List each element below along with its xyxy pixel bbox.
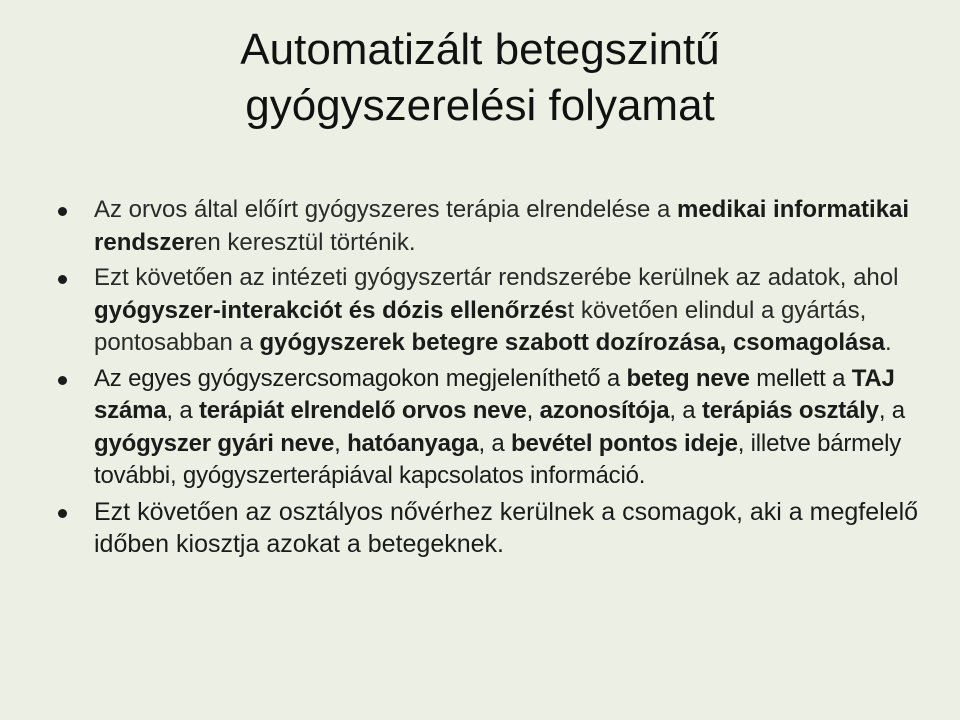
bullet-2-text-a: Ezt követően az intézeti gyógyszertár rendszerébe kerülnek az adatok, ahol [94, 264, 899, 291]
bullet-2-text-e: . [885, 329, 892, 356]
bullet-1-text-a: Az orvos által előírt gyógyszeres terápia elrendelése a [94, 196, 677, 223]
bullet-3-text-j: terápiás osztály [701, 397, 879, 424]
bullet-dot-icon [58, 509, 67, 518]
bullet-3-text-k: , a [878, 397, 905, 424]
bullet-3-text-i: , a [669, 397, 702, 424]
bullet-3-text-g: , [526, 397, 540, 424]
bullet-2-text-b: gyógyszer-interakciót és dózis ellenőrzés [94, 296, 568, 324]
bullet-list [56, 194, 936, 564]
bullet-3-text-q: , illetve bármely további, gyógyszerterápiával kapcsolatos információ. [94, 429, 902, 489]
bullet-3-text-l: gyógyszer gyári neve [94, 429, 335, 457]
bullet-3-text-e: , a [166, 397, 199, 424]
slide-title [60, 22, 900, 134]
bullet-4-text-a: Ezt követően az osztályos nővérhez kerülnek a csomagok, aki a megfelelő időben kiosztja azokat a betegeknek. [94, 497, 919, 558]
slide-title-line-1: Automatizált betegszintű [240, 25, 720, 74]
bullet-3-text-a: Az egyes gyógyszercsomagokon megjeleníthető a [94, 364, 627, 392]
bullet-1-text-b: medikai informatikai rendszer [94, 196, 910, 256]
slide-title-line-2: gyógyszerelési folyamat [245, 81, 715, 130]
bullet-dot-icon [58, 376, 67, 385]
bullet-3-text-b: beteg neve [626, 364, 750, 392]
bullet-3-text-p: bevétel pontos ideje [511, 429, 738, 457]
bullet-item-2 [56, 262, 936, 360]
bullet-item-3 [56, 363, 936, 493]
bullet-1-text-c: en keresztül történik. [194, 228, 416, 256]
bullet-item-4 [56, 496, 936, 561]
bullet-dot-icon [58, 207, 67, 216]
bullet-3-text-f: terápiát elrendelő orvos neve [198, 397, 527, 424]
bullet-3-text-c: mellett a [749, 364, 852, 392]
bullet-3-text-n: hatóanyaga [347, 429, 479, 457]
bullet-3-text-m: , [334, 429, 348, 457]
bullet-3-text-d: TAJ száma [94, 364, 895, 424]
bullet-3-text-h: azonosítója [539, 397, 670, 424]
bullet-item-1 [56, 194, 936, 259]
bullet-2-text-c: t követően elindul a gyártás, pontosabban a [94, 296, 867, 356]
bullet-2-text-d: gyógyszerek betegre szabott dozírozása, csomagolása [259, 329, 886, 356]
bullet-3-text-o: , a [478, 429, 511, 457]
bullet-dot-icon [58, 275, 67, 284]
